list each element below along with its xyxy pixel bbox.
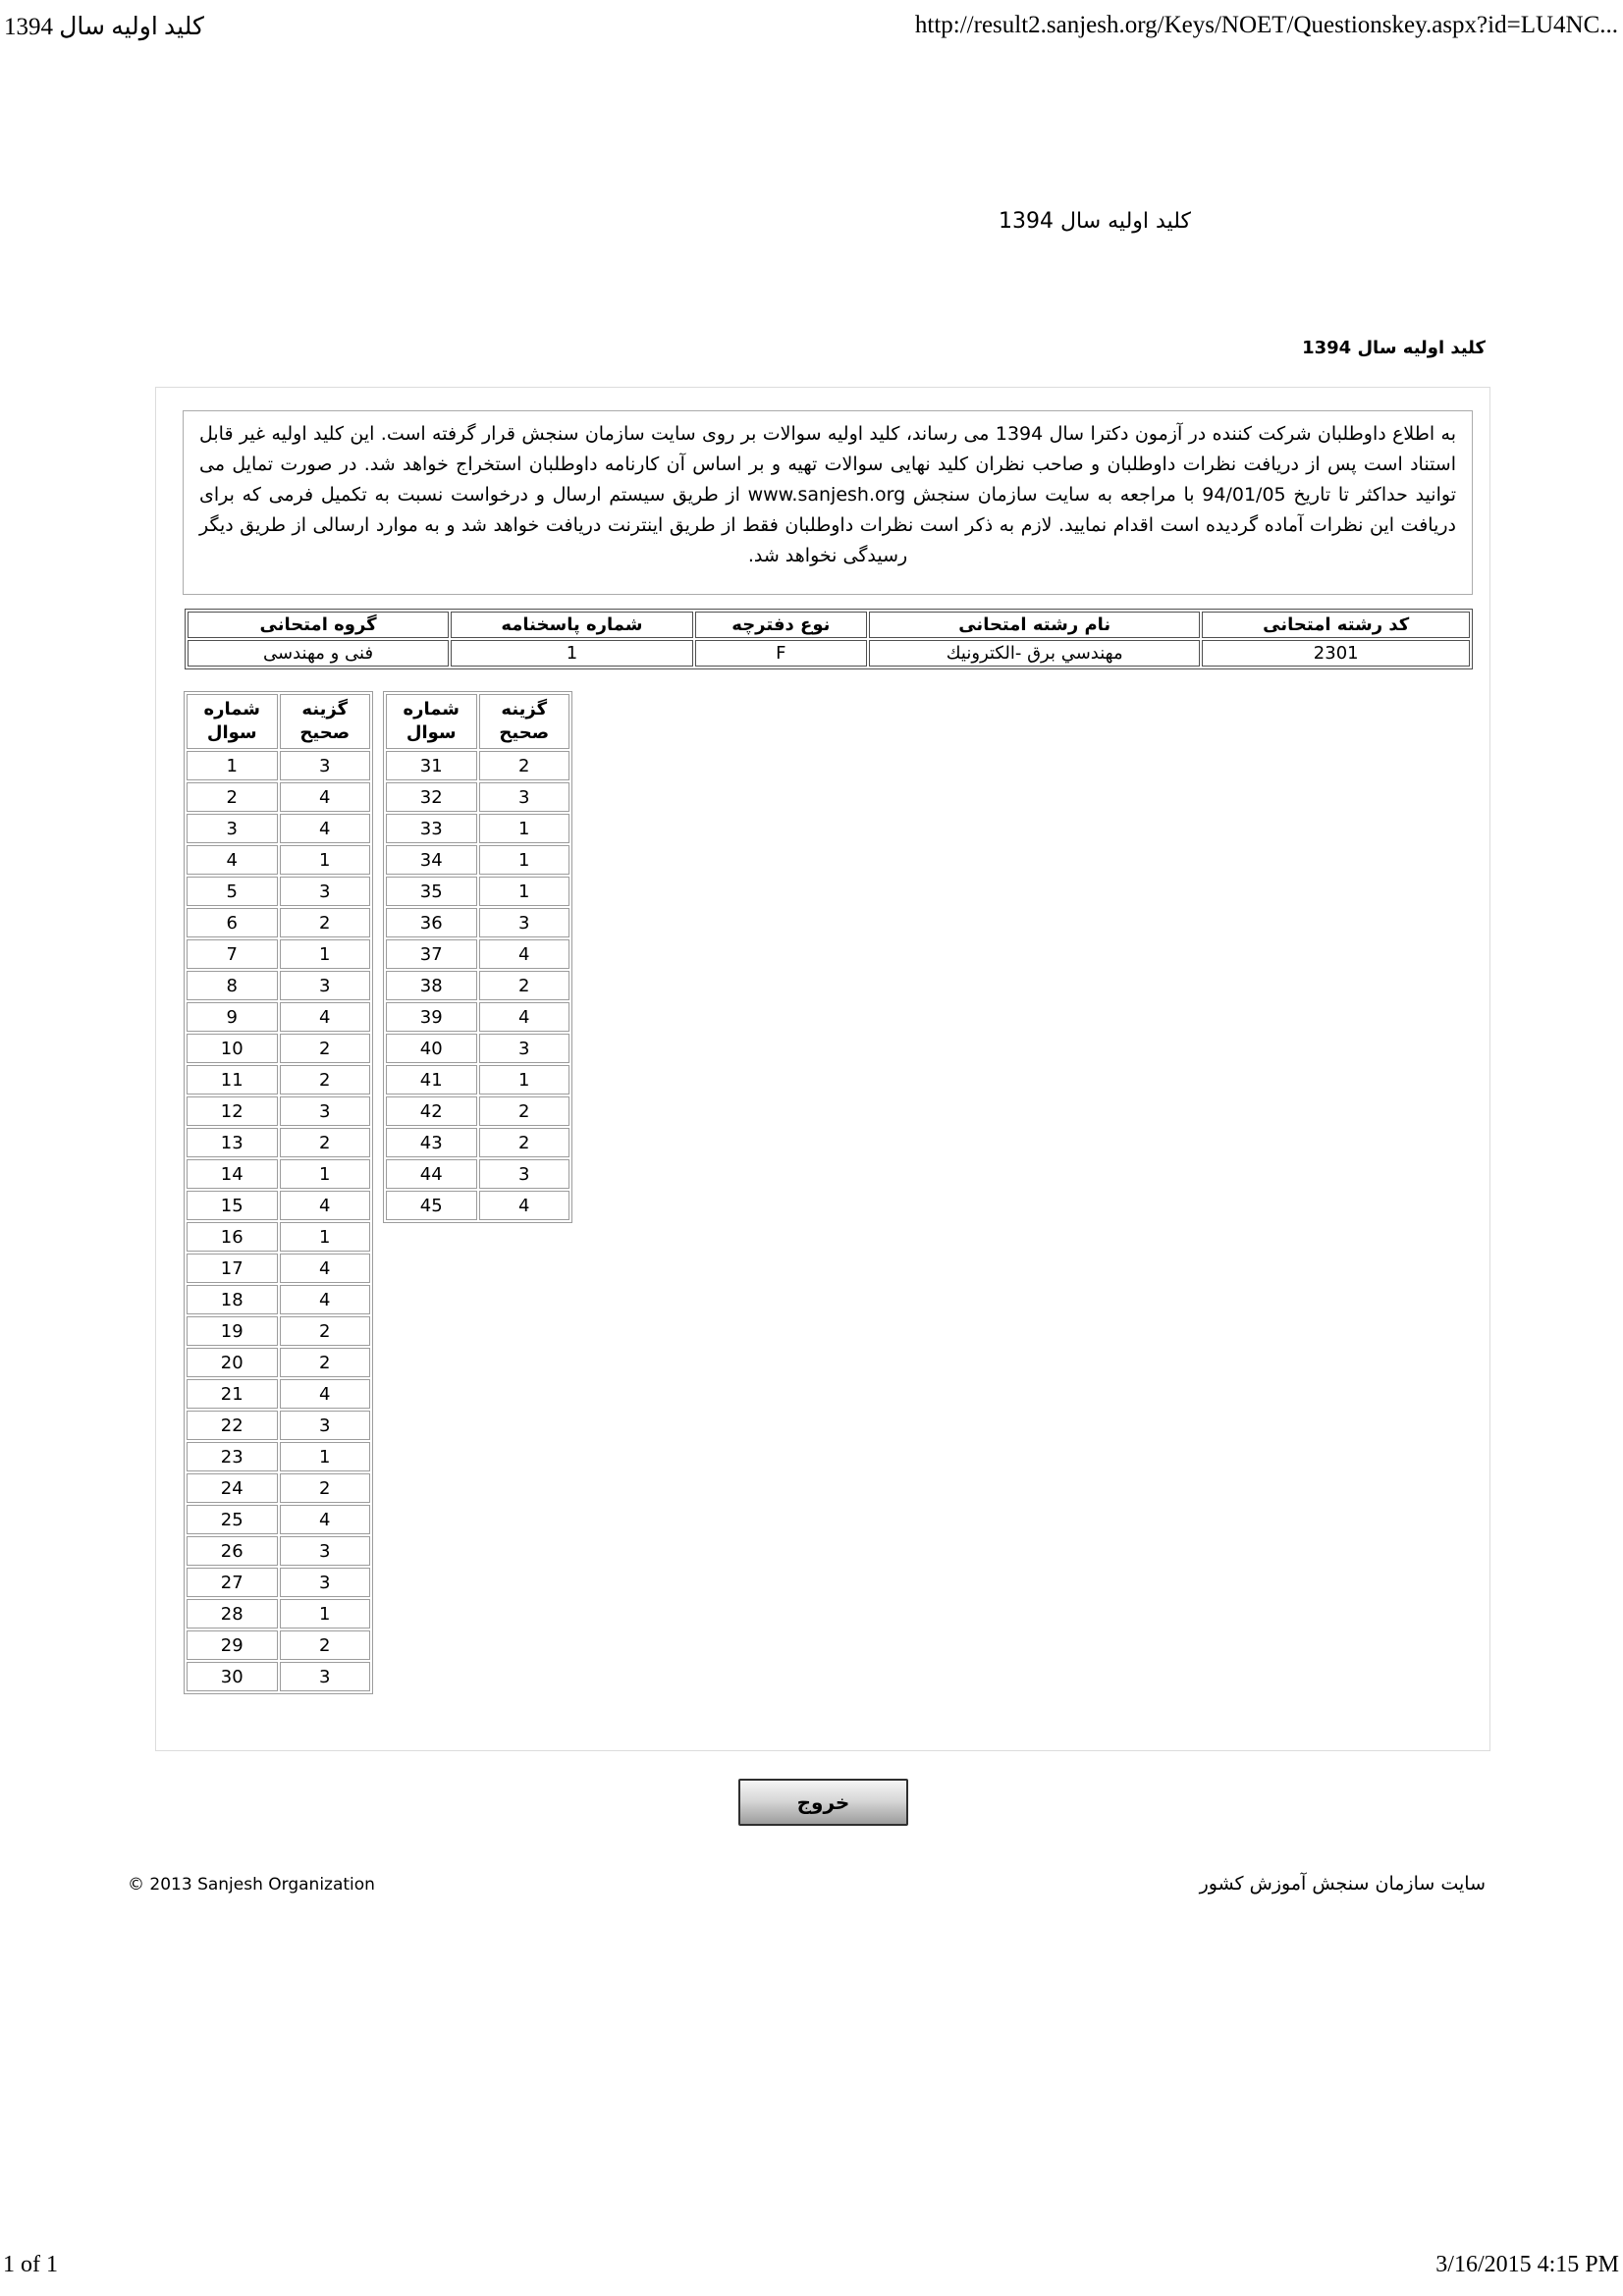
answer-row [187, 1568, 370, 1597]
answer-row [386, 1002, 569, 1032]
answer-row [386, 751, 569, 780]
question-number-cell: 26 [187, 1536, 278, 1566]
answer-header-row [386, 694, 569, 749]
question-number-cell: 5 [187, 877, 278, 906]
answer-row [187, 1159, 370, 1189]
answer-row [386, 1191, 569, 1220]
correct-option-cell: 1 [479, 845, 570, 875]
answer-row [187, 1065, 370, 1095]
answer-row [386, 908, 569, 937]
info-value-cell: 1 [451, 640, 693, 667]
question-number-cell: 36 [386, 908, 477, 937]
answer-row [187, 1411, 370, 1440]
content-panel [155, 387, 1490, 1751]
header-line: شماره [203, 699, 260, 720]
answer-row [187, 782, 370, 812]
answer-row [386, 971, 569, 1000]
info-column-header: گروه امتحانی [188, 612, 449, 638]
correct-option-cell: 4 [280, 782, 371, 812]
correct-option-cell: 3 [479, 1159, 570, 1189]
correct-option-cell: 1 [280, 939, 371, 969]
question-number-cell: 6 [187, 908, 278, 937]
header-line: گزینه [301, 699, 349, 720]
question-number-cell: 27 [187, 1568, 278, 1597]
notice-text: به اطلاع داوطلبان شرکت کننده در آزمون دکترا سال 1394 می رساند، کلید اولیه سوالات بر روی سایت سازمان سنجش قرار گرفته است. این کلید اولیه غیر قابل استناد است پس از دریافت نظرات داوطلبان و صاحب نظران کلید نهایی سوالات تهیه و بر اساس آن کارنامه داوطلبان استخراج خواهد شد. در صورت تمایل می توانید حداکثر تا تاریخ 94/01/05 با مراجعه به سایت سازمان سنجش www.sanjesh.org از طریق سیستم ارسال و درخواست نسبت به تکمیل فرمی که برای دریافت این نظرات آماده گردیده است اقدام نمایید. لازم به ذکر است نظرات داوطلبان فقط از طریق اینترنت دریافت خواهد شد و به موارد ارسالی از طریق دیگر رسیدگی نخواهد شد. [183, 410, 1473, 595]
question-number-cell: 2 [187, 782, 278, 812]
correct-option-cell: 4 [280, 1002, 371, 1032]
info-value-cell: فنی و مهندسی [188, 640, 449, 667]
info-column-header: کد رشته امتحانی [1202, 612, 1470, 638]
correct-option-cell: 1 [479, 1065, 570, 1095]
print-page-count: 1 of 1 [3, 2252, 58, 2277]
answer-row [187, 1630, 370, 1660]
correct-option-cell: 1 [280, 1159, 371, 1189]
correct-option-cell: 2 [479, 1096, 570, 1126]
copyright-text: © 2013 Sanjesh Organization [128, 1875, 375, 1895]
correct-option-cell: 1 [280, 1599, 371, 1629]
question-number-cell: 45 [386, 1191, 477, 1220]
header-line: سوال [206, 722, 257, 743]
answer-row [386, 1128, 569, 1157]
question-number-cell: 9 [187, 1002, 278, 1032]
question-number-cell: 33 [386, 814, 477, 843]
section-subtitle: کلید اولیه سال 1394 [1302, 338, 1486, 358]
question-number-cell: 18 [187, 1285, 278, 1314]
question-number-cell: 14 [187, 1159, 278, 1189]
correct-option-cell: 3 [479, 908, 570, 937]
answer-row [187, 1034, 370, 1063]
correct-option-header [479, 694, 570, 749]
answer-row [386, 1034, 569, 1063]
correct-option-cell: 3 [280, 1536, 371, 1566]
correct-option-cell: 3 [479, 782, 570, 812]
question-number-cell: 12 [187, 1096, 278, 1126]
correct-option-cell: 2 [280, 908, 371, 937]
question-number-cell: 31 [386, 751, 477, 780]
header-line: شماره [403, 699, 460, 720]
answer-row [187, 1128, 370, 1157]
info-column-header: نوع دفترچه [695, 612, 867, 638]
correct-option-cell: 4 [280, 1505, 371, 1534]
correct-option-cell: 2 [280, 1348, 371, 1377]
question-number-cell: 25 [187, 1505, 278, 1534]
info-value-cell: F [695, 640, 867, 667]
print-header-url: http://result2.sanjesh.org/Keys/NOET/Questionskey.aspx?id=LU4NC... [914, 12, 1618, 38]
question-number-cell: 16 [187, 1222, 278, 1252]
answer-row [386, 1159, 569, 1189]
question-number-cell: 20 [187, 1348, 278, 1377]
answer-row [187, 1096, 370, 1126]
question-number-cell: 39 [386, 1002, 477, 1032]
info-column-header: نام رشته امتحانی [869, 612, 1200, 638]
answer-row [187, 1379, 370, 1409]
answer-row [187, 1536, 370, 1566]
answer-row [386, 782, 569, 812]
question-number-cell: 35 [386, 877, 477, 906]
question-number-cell: 34 [386, 845, 477, 875]
correct-option-cell: 3 [280, 971, 371, 1000]
correct-option-cell: 3 [280, 1096, 371, 1126]
question-number-header [386, 694, 477, 749]
answer-row [386, 877, 569, 906]
print-timestamp: 3/16/2015 4:15 PM [1435, 2252, 1619, 2277]
correct-option-cell: 3 [280, 1662, 371, 1691]
correct-option-cell: 3 [280, 877, 371, 906]
question-number-cell: 38 [386, 971, 477, 1000]
correct-option-cell: 3 [479, 1034, 570, 1063]
correct-option-cell: 4 [280, 814, 371, 843]
answer-row [187, 1002, 370, 1032]
exit-button[interactable]: خروج [738, 1779, 908, 1826]
answer-row [386, 845, 569, 875]
question-number-cell: 42 [386, 1096, 477, 1126]
correct-option-cell: 4 [479, 1002, 570, 1032]
question-number-cell: 4 [187, 845, 278, 875]
answer-row [187, 814, 370, 843]
question-number-cell: 1 [187, 751, 278, 780]
answer-row [187, 1599, 370, 1629]
correct-option-cell: 4 [280, 1285, 371, 1314]
correct-option-cell: 2 [280, 1473, 371, 1503]
question-number-cell: 28 [187, 1599, 278, 1629]
question-number-cell: 30 [187, 1662, 278, 1691]
question-number-cell: 7 [187, 939, 278, 969]
answer-row [187, 971, 370, 1000]
correct-option-cell: 2 [280, 1316, 371, 1346]
exam-info-table [185, 609, 1473, 669]
question-number-cell: 40 [386, 1034, 477, 1063]
question-number-cell: 37 [386, 939, 477, 969]
question-number-cell: 11 [187, 1065, 278, 1095]
question-number-cell: 23 [187, 1442, 278, 1471]
question-number-cell: 29 [187, 1630, 278, 1660]
question-number-cell: 17 [187, 1254, 278, 1283]
answer-row [187, 1662, 370, 1691]
question-number-header [187, 694, 278, 749]
question-number-cell: 44 [386, 1159, 477, 1189]
question-number-cell: 13 [187, 1128, 278, 1157]
correct-option-cell: 2 [479, 751, 570, 780]
correct-option-cell: 3 [280, 751, 371, 780]
answer-header-row [187, 694, 370, 749]
page-title: کلید اولیه سال 1394 [999, 209, 1191, 234]
answer-row [187, 877, 370, 906]
question-number-cell: 22 [187, 1411, 278, 1440]
answer-row [386, 1065, 569, 1095]
correct-option-cell: 2 [280, 1034, 371, 1063]
answer-row [187, 751, 370, 780]
correct-option-header [280, 694, 371, 749]
answer-row [386, 1096, 569, 1126]
answer-row [187, 1191, 370, 1220]
answer-row [187, 1285, 370, 1314]
question-number-cell: 19 [187, 1316, 278, 1346]
correct-option-cell: 1 [280, 1222, 371, 1252]
correct-option-cell: 1 [479, 877, 570, 906]
header-line: صحیح [499, 722, 550, 743]
answer-row [187, 939, 370, 969]
correct-option-cell: 1 [280, 845, 371, 875]
answer-row [187, 1473, 370, 1503]
header-line: صحیح [299, 722, 351, 743]
question-number-cell: 21 [187, 1379, 278, 1409]
correct-option-cell: 2 [280, 1630, 371, 1660]
correct-option-cell: 1 [280, 1442, 371, 1471]
correct-option-cell: 3 [280, 1568, 371, 1597]
correct-option-cell: 2 [280, 1065, 371, 1095]
answer-row [187, 1222, 370, 1252]
answer-key-table-2 [383, 691, 572, 1223]
answer-row [187, 1348, 370, 1377]
print-header-doc-title: کلید اولیه سال 1394 [4, 14, 204, 40]
question-number-cell: 3 [187, 814, 278, 843]
correct-option-cell: 4 [280, 1379, 371, 1409]
answer-row [386, 814, 569, 843]
correct-option-cell: 4 [280, 1254, 371, 1283]
question-number-cell: 24 [187, 1473, 278, 1503]
question-number-cell: 43 [386, 1128, 477, 1157]
correct-option-cell: 1 [479, 814, 570, 843]
answer-key-table-1 [184, 691, 373, 1694]
header-line: گزینه [501, 699, 548, 720]
site-name: سایت سازمان سنجش آموزش کشور [1199, 1873, 1486, 1895]
answer-row [187, 1316, 370, 1346]
info-column-header: شماره پاسخنامه [451, 612, 693, 638]
answer-row [187, 845, 370, 875]
answer-row [187, 1505, 370, 1534]
answer-row [187, 908, 370, 937]
answer-row [187, 1254, 370, 1283]
correct-option-cell: 4 [479, 939, 570, 969]
question-number-cell: 32 [386, 782, 477, 812]
header-line: سوال [406, 722, 457, 743]
question-number-cell: 10 [187, 1034, 278, 1063]
question-number-cell: 15 [187, 1191, 278, 1220]
info-value-row [188, 640, 1470, 667]
correct-option-cell: 2 [479, 971, 570, 1000]
correct-option-cell: 3 [280, 1411, 371, 1440]
question-number-cell: 8 [187, 971, 278, 1000]
info-value-cell: 2301 [1202, 640, 1470, 667]
answer-row [386, 939, 569, 969]
correct-option-cell: 2 [280, 1128, 371, 1157]
correct-option-cell: 4 [280, 1191, 371, 1220]
correct-option-cell: 4 [479, 1191, 570, 1220]
info-header-row [188, 612, 1470, 638]
question-number-cell: 41 [386, 1065, 477, 1095]
info-value-cell: مهندسي برق -الكترونيك [869, 640, 1200, 667]
correct-option-cell: 2 [479, 1128, 570, 1157]
answer-row [187, 1442, 370, 1471]
